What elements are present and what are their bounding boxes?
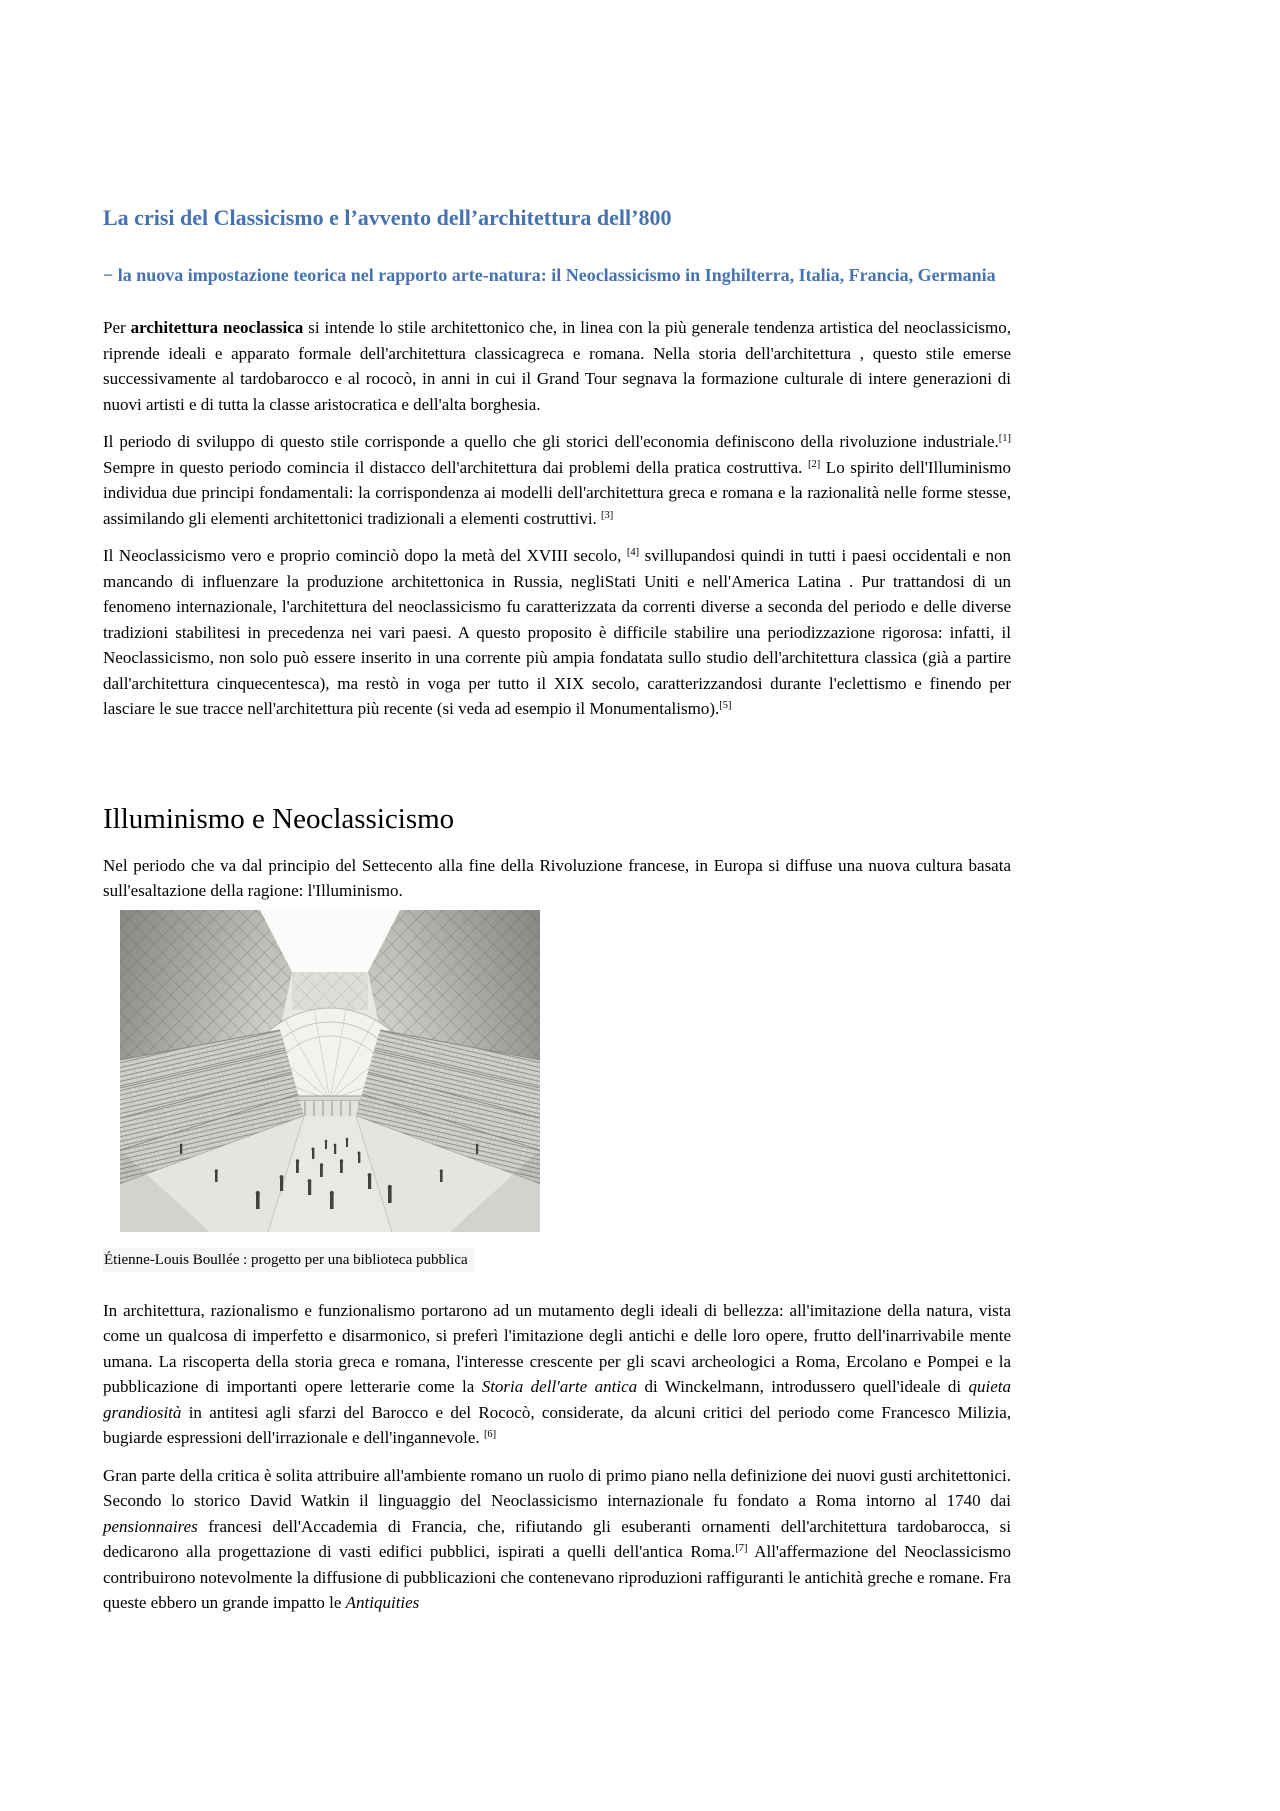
- footnote-ref[interactable]: [3]: [601, 509, 614, 521]
- paragraph-architettura-neoclassica: [103, 315, 1011, 417]
- text-run: Nel periodo che va dal principio del Settecento alla fine della Rivoluzione francese, in Europa si diffuse una nuova cultura basata sull'esaltazione della ragione: l'Illuminismo.: [103, 855, 1011, 901]
- text-run: In architettura, razionalismo e funzionalismo portarono ad un mutamento degli ideali di bellezza: all'imitazione della natura, vista come un qualcosa di imperfetto e disarmonico, si preferì l'imitazione degli antichi e delle loro opere, frutto dell'inarrivabile mente umana. La riscoperta della storia greca e romana, l'interesse crescente per gli scavi archeologici a Roma, Ercolano e Pompei e la pubblicazione di importanti opere letterarie come la: [103, 1300, 1011, 1397]
- footnote-ref[interactable]: [5]: [719, 700, 732, 712]
- text-run: architettura neoclassica: [130, 318, 304, 338]
- figure-boullee-library: [120, 910, 540, 1232]
- footnote-ref[interactable]: [2]: [807, 458, 821, 470]
- paragraph-critica-romana: [103, 1463, 1011, 1616]
- document-content: [103, 0, 1011, 1616]
- text-run: svillupandosi quindi in tutti i paesi occidentali e non mancando di influenzare la produzione architettonica in Russia, negliStati Uniti e nell'America Latina . Pur trattandosi di un fenomeno internazionale, l'architettura del neoclassicismo fu caratterizzata da correnti diverse a seconda del periodo e delle diverse tradizioni stabilitesi in precedenza nei vari paesi. A questo proposito è difficile stabilire una periodizzazione rigorosa: infatti, il Neoclassicismo, non solo può essere inserito in una corrente più ampia fondatata sullo studio dell'architettura classica (già a partire dall'architettura cinquecentesca), ma restò in voga per tutto il XIX secolo, caratterizzandosi durante l'eclettismo e finendo per lasciare le sue tracce nell'architettura più recente (si veda ad esempio il Monumentalismo).: [103, 546, 1011, 719]
- footnote-ref[interactable]: [1]: [998, 433, 1011, 445]
- text-run: Storia dell'arte antica: [481, 1377, 638, 1397]
- paragraph-periodo-sviluppo: [103, 429, 1011, 531]
- text-run: francesi dell'Accademia di Francia, che, rifiutando gli esuberanti ornamenti dell'architettura tardobarocca, si dedicarono alla progettazione di vasti edifici pubblici, ispirati a quelli dell'antica Roma.: [103, 1516, 1011, 1562]
- text-run: Il periodo di sviluppo di questo stile corrisponde a quello che gli storici dell'economia definiscono della rivoluzione industriale.: [103, 432, 999, 452]
- text-run: di Winckelmann, introdussero quell'ideale di: [637, 1377, 969, 1397]
- footnote-ref[interactable]: [7]: [735, 1543, 748, 1555]
- footnote-ref[interactable]: [6]: [483, 1429, 497, 1441]
- page-subtitle: − la nuova impostazione teorica nel rapporto arte-natura: il Neoclassicismo in Inghilterra, Italia, Francia, Germania: [103, 265, 996, 286]
- text-run: Il Neoclassicismo vero e proprio cominciò dopo la metà del XVIII secolo,: [103, 546, 627, 566]
- paragraph-illuminismo: [103, 853, 1011, 904]
- boullee-library-image: [120, 910, 540, 1232]
- paragraph-neoclassicismo-vero: [103, 543, 1011, 722]
- text-run: si intende lo stile architettonico che, in linea con la più generale tendenza artistica del neoclassicismo, riprende ideali e apparato formale dell'architettura classicagreca e romana. Nella storia dell'architettura , questo stile emerse successivamente al tardobarocco e al rococò, in anni in cui il Grand Tour segnava la formazione culturale di intere generazioni di nuovi artisti e di tutta la classe aristocratica e dell'alta borghesia.: [103, 318, 1011, 414]
- footnote-ref[interactable]: [4]: [626, 547, 640, 559]
- text-run: All'affermazione del Neoclassicismo contribuirono notevolmente la diffusione di pubblicazioni che contenevano riproduzioni raffiguranti le antichità greche e romane. Fra queste ebbero un grande impatto le: [103, 1542, 1011, 1613]
- paragraph-razionalismo-funzionalismo: [103, 1298, 1011, 1451]
- section-heading-illuminismo: Illuminismo e Neoclassicismo: [103, 802, 455, 835]
- text-run: pensionnaires: [103, 1516, 198, 1536]
- text-run: Per: [103, 318, 131, 338]
- text-run: Gran parte della critica è solita attribuire all'ambiente romano un ruolo di primo piano nella definizione dei nuovi gusti architettonici. Secondo lo storico David Watkin il linguaggio del Neoclassicismo internazionale fu fondato a Roma intorno al 1740 dai: [103, 1465, 1011, 1511]
- text-run: Sempre in questo periodo comincia il distacco dell'architettura dai problemi della pratica costruttiva.: [103, 457, 808, 477]
- text-run: quieta grandiosità: [103, 1377, 1011, 1422]
- text-run: in antitesi agli sfarzi del Barocco e del Rococò, considerate, da alcuni critici del periodo come Francesco Milizia, bugiarde espressioni dell'irrazionale e dell'ingannevole.: [103, 1402, 1011, 1448]
- text-run: Antiquities: [345, 1593, 420, 1613]
- text-run: Lo spirito dell'Illuminismo individua due principi fondamentali: la corrispondenza ai modelli dell'architettura greca e romana e la razionalità nelle forme stesse, assimilando gli elementi architettonici tradizionali a elementi costruttivi.: [103, 457, 1011, 528]
- page-title: La crisi del Classicismo e l’avvento dell’architettura dell’800: [103, 205, 672, 230]
- figure-caption: Étienne-Louis Boullée : progetto per una biblioteca pubblica: [103, 1248, 474, 1272]
